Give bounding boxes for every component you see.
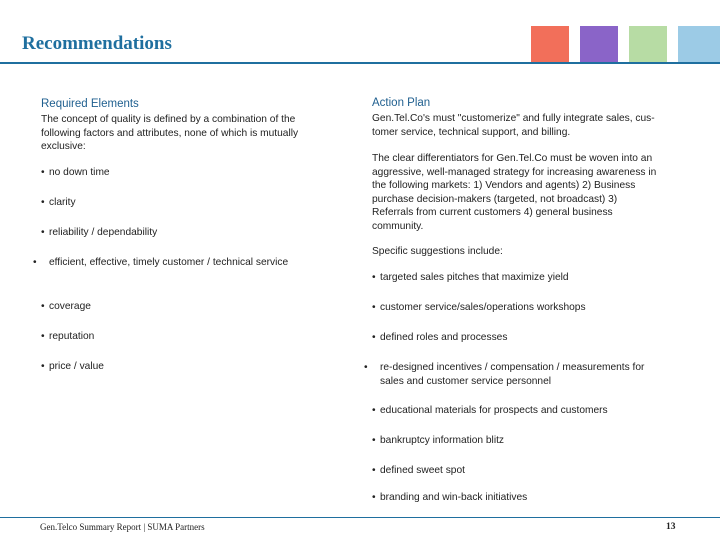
footer-text: Gen.Telco Summary Report | SUMA Partners bbox=[40, 522, 205, 532]
footer-divider bbox=[0, 517, 720, 518]
page-number: 13 bbox=[666, 522, 676, 532]
list-item: • no down time bbox=[41, 167, 110, 178]
action-plan-paragraph-1: Gen.Tel.Co's must "customerize" and fully integrate sales, cus- tomer service, technical support, and billing. bbox=[372, 113, 655, 138]
list-item: • reliability / dependability bbox=[41, 227, 158, 238]
list-item: • reputation bbox=[41, 331, 95, 342]
header-divider bbox=[0, 62, 720, 64]
color-block-2 bbox=[580, 26, 618, 62]
list-item: • efficient, effective, timely customer / technical service bbox=[33, 257, 289, 268]
required-elements-intro: The concept of quality is defined by a combination of the following factors and attributes, none of which is mutually exclusive: bbox=[41, 114, 299, 152]
action-plan-heading: Action Plan bbox=[372, 97, 431, 109]
list-item: • educational materials for prospects and customers bbox=[372, 405, 608, 416]
list-item: • bankruptcy information blitz bbox=[372, 435, 505, 446]
list-item: • customer service/sales/operations workshops bbox=[372, 302, 586, 313]
page-title: Recommendations bbox=[22, 33, 172, 54]
list-item: • defined roles and processes bbox=[372, 332, 508, 343]
color-block-4 bbox=[678, 26, 720, 62]
suggestions-intro: Specific suggestions include: bbox=[372, 246, 503, 257]
list-item: • defined sweet spot bbox=[372, 465, 465, 476]
color-block-3 bbox=[629, 26, 667, 62]
list-item: • targeted sales pitches that maximize yield bbox=[372, 272, 569, 283]
required-elements-heading: Required Elements bbox=[41, 98, 139, 110]
list-item: • re-designed incentives / compensation / measurements for sales and customer service personnel bbox=[364, 362, 645, 387]
list-item: • coverage bbox=[41, 301, 91, 312]
list-item: • clarity bbox=[41, 197, 76, 208]
list-item: • branding and win-back initiatives bbox=[372, 492, 528, 503]
color-block-1 bbox=[531, 26, 569, 62]
action-plan-paragraph-2: The clear differentiators for Gen.Tel.Co must be woven into an aggressive, well-managed strategy for increasing awareness in the following markets: 1) Vendors and agents) 2) Business purchase decision-makers (targeted, not broadcast) 3) Referrals from current customers 4) general business community. bbox=[372, 153, 657, 232]
list-item: • price / value bbox=[41, 361, 104, 372]
